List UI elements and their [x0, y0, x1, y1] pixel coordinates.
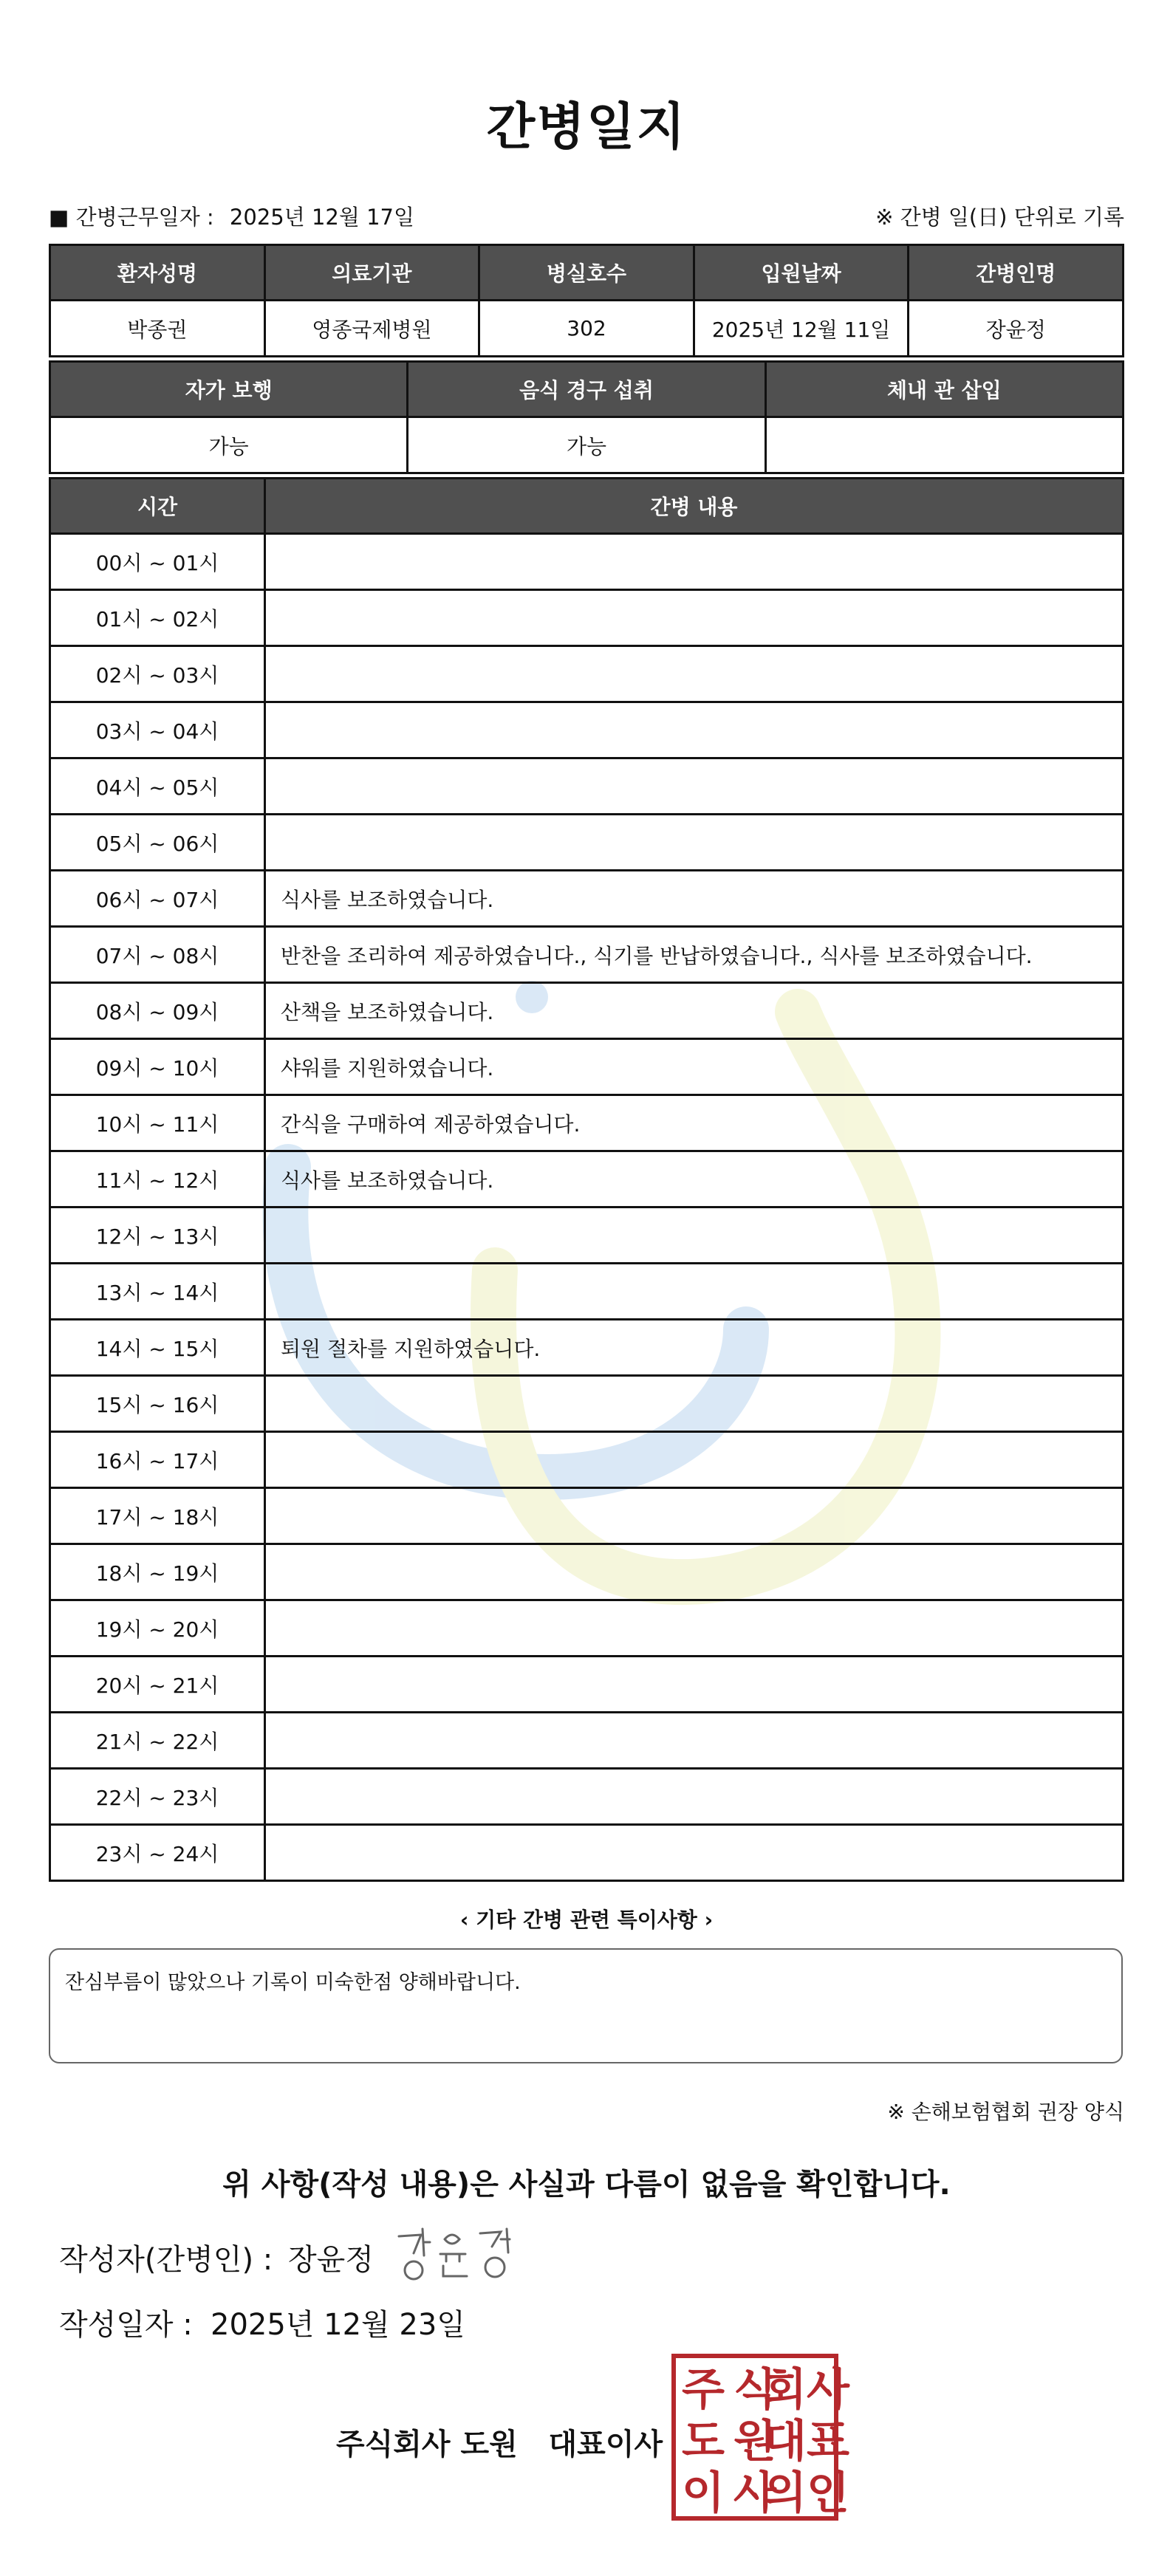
care-content-cell: [265, 534, 1124, 590]
header-caregiver: 간병인명: [909, 245, 1124, 301]
time-cell: 10시 ~ 11시: [50, 1095, 265, 1151]
time-cell: 09시 ~ 10시: [50, 1039, 265, 1095]
room-number: 302: [479, 301, 694, 357]
header-tube-insertion: 체내 관 삽입: [765, 362, 1123, 417]
confirmation-statement: 위 사항(작성 내용)은 사실과 다름이 없음을 확인합니다.: [222, 2168, 951, 2202]
table-row: [50, 1151, 1124, 1208]
table-row: [50, 702, 1124, 758]
patient-name: 박종권: [50, 301, 265, 357]
care-content-cell: 식사를 보조하였습니다.: [265, 1151, 1124, 1208]
care-content-cell: [265, 815, 1124, 871]
unit-note: ※ 간병 일(日) 단위로 기록: [875, 205, 1124, 230]
care-content-cell: [265, 646, 1124, 702]
table-row: [50, 1544, 1124, 1600]
svg-text:주: 주: [682, 2364, 725, 2416]
svg-text:이: 이: [682, 2467, 725, 2519]
time-cell: 23시 ~ 24시: [50, 1825, 265, 1881]
table-row: [50, 1376, 1124, 1432]
svg-text:도: 도: [682, 2416, 725, 2467]
caregiver-name: 장윤정: [909, 301, 1124, 357]
time-cell: 13시 ~ 14시: [50, 1264, 265, 1320]
care-content-cell: [265, 1544, 1124, 1600]
time-cell: 16시 ~ 17시: [50, 1432, 265, 1488]
svg-text:식: 식: [733, 2364, 776, 2416]
time-cell: 06시 ~ 07시: [50, 871, 265, 927]
notes-text: 잔심부름이 많았으나 기록이 미숙한점 양해바랍니다.: [65, 1971, 521, 1994]
patient-info-table: [49, 244, 1124, 357]
time-cell: 18시 ~ 19시: [50, 1544, 265, 1600]
time-cell: 20시 ~ 21시: [50, 1657, 265, 1713]
svg-text:원: 원: [733, 2416, 776, 2467]
header-oral-intake: 음식 경구 섭취: [408, 362, 765, 417]
writer-label: 작성자(간병인) :: [59, 2243, 273, 2277]
handwritten-signature: [391, 2220, 524, 2286]
header-self-walking: 자가 보행: [50, 362, 408, 417]
time-cell: 22시 ~ 23시: [50, 1769, 265, 1825]
header-patient-name: 환자성명: [50, 245, 265, 301]
header-care-content: 간병 내용: [265, 479, 1124, 534]
care-date-value: 2025년 12월 17일: [229, 205, 415, 230]
care-content-cell: 샤워를 지원하였습니다.: [265, 1039, 1124, 1095]
table-row: [50, 815, 1124, 871]
time-cell: 19시 ~ 20시: [50, 1600, 265, 1657]
time-cell: 14시 ~ 15시: [50, 1320, 265, 1376]
company-seal: [671, 2353, 849, 2521]
table-row: [50, 758, 1124, 815]
care-content-cell: [265, 1376, 1124, 1432]
time-cell: 01시 ~ 02시: [50, 590, 265, 646]
table-row: [50, 1432, 1124, 1488]
care-content-cell: [265, 1825, 1124, 1881]
care-content-cell: [265, 758, 1124, 815]
written-date-label: 작성일자 :: [59, 2308, 193, 2342]
notes-heading: ‹ 기타 간병 관련 특이사항 ›: [459, 1908, 714, 1932]
table-row: [50, 1825, 1124, 1881]
time-cell: 08시 ~ 09시: [50, 983, 265, 1039]
header-time: 시간: [50, 479, 265, 534]
care-content-cell: 반찬을 조리하여 제공하였습니다., 식기를 반납하였습니다., 식사를 보조하였습니다.: [265, 927, 1124, 983]
care-content-cell: [265, 1488, 1124, 1544]
care-log-table: [49, 477, 1124, 1882]
time-cell: 05시 ~ 06시: [50, 815, 265, 871]
table-row: [50, 1657, 1124, 1713]
care-content-cell: [265, 590, 1124, 646]
time-cell: 21시 ~ 22시: [50, 1713, 265, 1769]
care-content-cell: [265, 1432, 1124, 1488]
care-date: [49, 201, 414, 231]
svg-text:회사: 회사: [764, 2364, 849, 2416]
hospital: 영종국제병원: [264, 301, 479, 357]
time-cell: 11시 ~ 12시: [50, 1151, 265, 1208]
table-row: [50, 1264, 1124, 1320]
oral-intake-value: 가능: [408, 417, 765, 473]
header-room: 병실호수: [479, 245, 694, 301]
svg-text:사: 사: [733, 2467, 776, 2519]
care-content-cell: 식사를 보조하였습니다.: [265, 871, 1124, 927]
care-content-cell: [265, 702, 1124, 758]
table-row: [50, 1600, 1124, 1657]
svg-text:대표: 대표: [764, 2416, 849, 2467]
table-row: [50, 927, 1124, 983]
tube-insertion-value: [765, 417, 1123, 473]
table-row: [50, 1039, 1124, 1095]
time-cell: 15시 ~ 16시: [50, 1376, 265, 1432]
table-row: [50, 1769, 1124, 1825]
time-cell: 07시 ~ 08시: [50, 927, 265, 983]
care-content-cell: 간식을 구매하여 제공하였습니다.: [265, 1095, 1124, 1151]
table-row: [50, 983, 1124, 1039]
time-cell: 03시 ~ 04시: [50, 702, 265, 758]
table-row: [50, 1713, 1124, 1769]
care-date-label: ■ 간병근무일자 :: [49, 205, 214, 230]
table-row: [50, 871, 1124, 927]
notes-box: [49, 1948, 1123, 2063]
writer-name: 장윤정: [288, 2243, 374, 2277]
table-row: [50, 1095, 1124, 1151]
care-content-cell: [265, 1769, 1124, 1825]
care-content-cell: [265, 1264, 1124, 1320]
table-row: [50, 1488, 1124, 1544]
table-row: [50, 1208, 1124, 1264]
company-representative: 주식회사 도원 대표이사: [336, 2428, 663, 2462]
time-cell: 00시 ~ 01시: [50, 534, 265, 590]
time-cell: 17시 ~ 18시: [50, 1488, 265, 1544]
table-row: [50, 590, 1124, 646]
time-cell: 02시 ~ 03시: [50, 646, 265, 702]
written-date-value: 2025년 12월 23일: [211, 2308, 465, 2342]
page-title: 간병일지: [486, 98, 687, 157]
table-row: [50, 534, 1124, 590]
table-row: [50, 646, 1124, 702]
care-content-cell: 퇴원 절차를 지원하였습니다.: [265, 1320, 1124, 1376]
care-content-cell: [265, 1208, 1124, 1264]
admission-date: 2025년 12월 11일: [694, 301, 909, 357]
svg-text:의인: 의인: [764, 2467, 849, 2519]
time-cell: 04시 ~ 05시: [50, 758, 265, 815]
care-content-cell: [265, 1600, 1124, 1657]
care-content-cell: [265, 1713, 1124, 1769]
care-content-cell: 산책을 보조하였습니다.: [265, 983, 1124, 1039]
header-hospital: 의료기관: [264, 245, 479, 301]
time-cell: 12시 ~ 13시: [50, 1208, 265, 1264]
recommend-note: ※ 손해보험협회 권장 양식: [887, 2100, 1124, 2124]
self-walking-value: 가능: [50, 417, 408, 473]
care-content-cell: [265, 1657, 1124, 1713]
table-row: [50, 1320, 1124, 1376]
header-admission-date: 입원날짜: [694, 245, 909, 301]
patient-status-table: [49, 360, 1124, 474]
